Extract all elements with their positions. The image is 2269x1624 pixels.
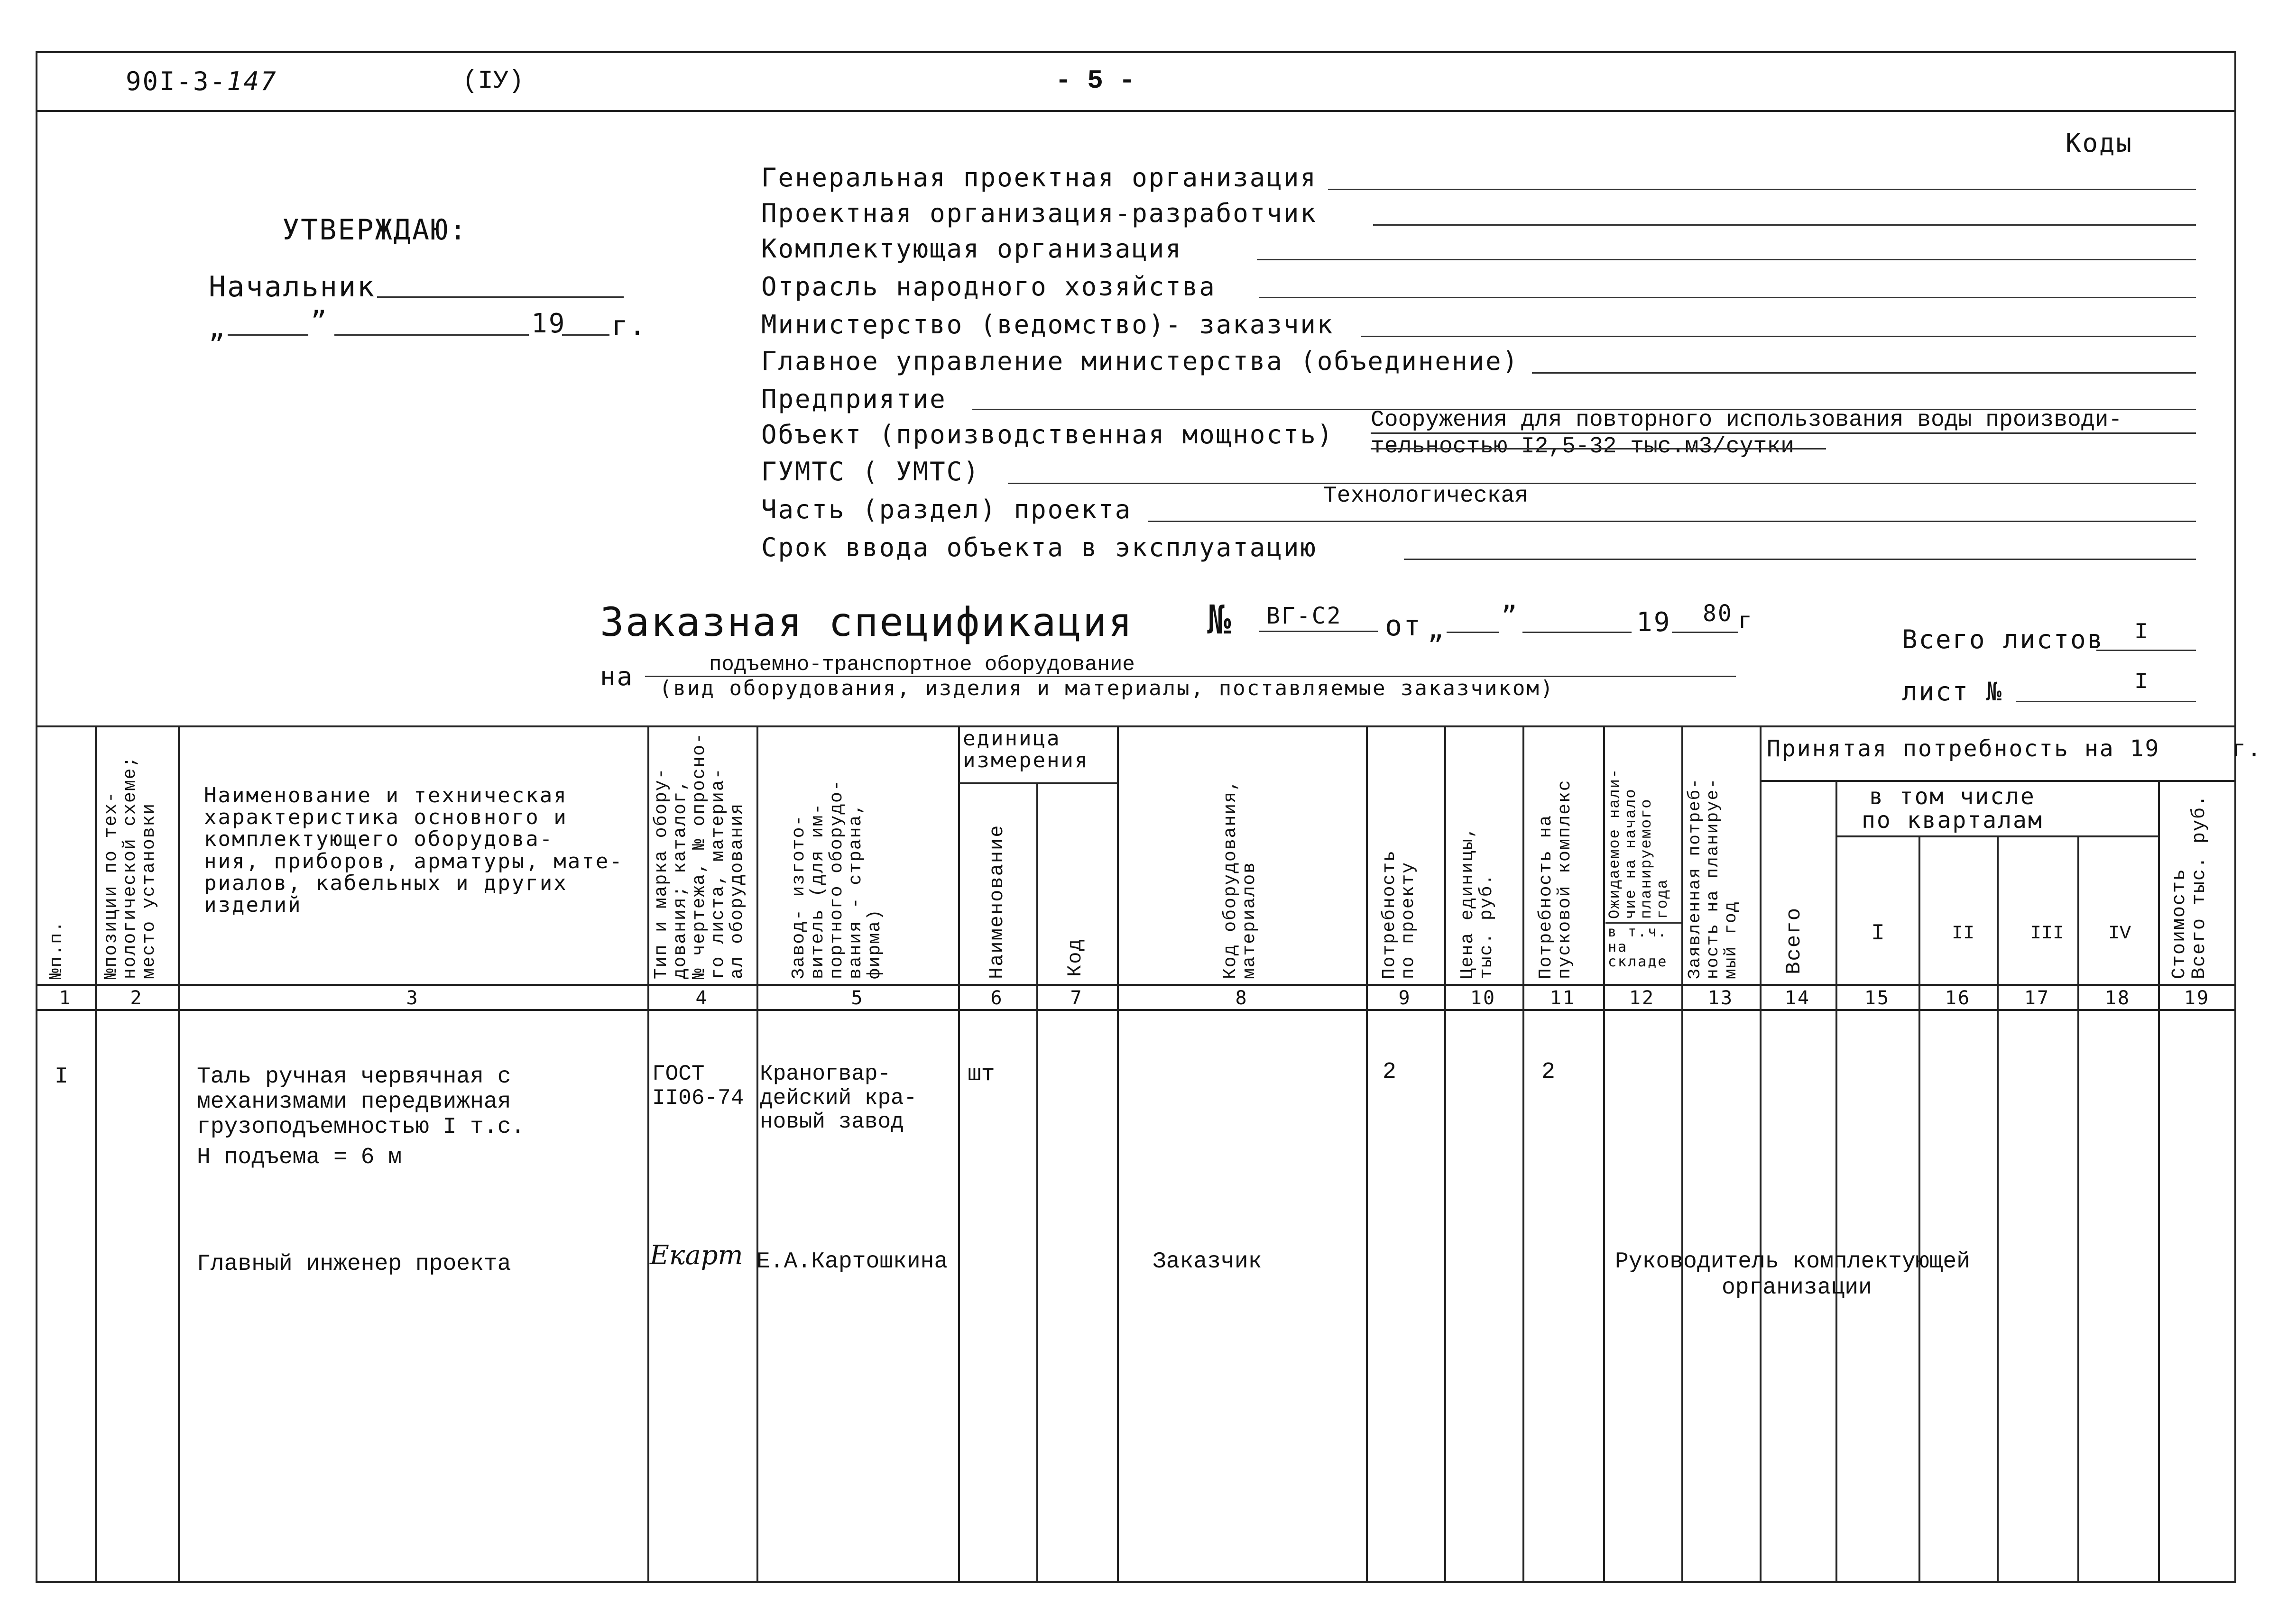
col-number: 18 — [2104, 987, 2131, 1009]
doc-code-number: 147 — [227, 66, 277, 96]
customer-label: Заказчик — [1153, 1249, 1262, 1275]
col-header-q3: III — [2030, 923, 2065, 945]
org-line-gumts — [1008, 483, 2196, 484]
org-field-branch: Отрасль народного хозяйства — [761, 272, 1216, 302]
date-day-line — [228, 334, 308, 336]
spec-for-value: подъемно-транспортное оборудование — [709, 653, 1135, 677]
spec-no-label: № — [1207, 596, 1233, 643]
col-sep-10 — [1522, 725, 1524, 1583]
row-item-lift: Н подъема = 6 м — [197, 1145, 402, 1170]
col-number: 7 — [1070, 987, 1083, 1009]
spec-no-line — [1259, 631, 1378, 632]
col-header-7: Код — [1064, 938, 1087, 977]
approval-year-prefix: 19 — [531, 308, 566, 339]
col-header-6: Наименование — [986, 824, 1008, 979]
org-field-general: Генеральная проектная организация — [761, 163, 1317, 193]
chief-engineer-name: Е.А.Картошкина — [756, 1249, 948, 1275]
col-sep-11 — [1603, 725, 1605, 1583]
col-header-q2: II — [1952, 923, 1975, 945]
col-sep-6 — [1036, 782, 1038, 1583]
col-header-4: Тип и марка обору- дования; каталог, № чертежа, № опросно- го листа, материа- ал оборудования — [651, 732, 747, 979]
complect-head-label: Руководитель комплектующей — [1615, 1249, 1970, 1275]
col-sep-13 — [1760, 725, 1762, 1583]
doc-volume: (IУ) — [462, 67, 524, 96]
col-sep-16 — [1997, 835, 1999, 1583]
approval-year-suffix: г. — [612, 311, 647, 341]
sheet-no-value: I — [2134, 670, 2148, 695]
spec-title: Заказная спецификация — [600, 599, 1134, 645]
col-sep-1 — [95, 725, 97, 1583]
approval-year-line — [562, 334, 609, 336]
chief-signature-line — [377, 296, 624, 298]
spec-for-label: на — [600, 661, 634, 691]
chief-engineer-signature: Екарт — [650, 1240, 743, 1271]
spec-year-prefix: 19 — [1636, 607, 1671, 638]
date-open-quote: „ — [209, 313, 226, 344]
row-item-name: Таль ручная червячная с механизмами передвижная грузоподъемностью I т.с. — [197, 1064, 525, 1140]
page-number: - 5 - — [1055, 65, 1135, 96]
col-number: 5 — [851, 987, 864, 1009]
col-number: 9 — [1398, 987, 1411, 1009]
row-item-type: ГОСТ II06-74 — [652, 1062, 744, 1110]
chief-label: Начальник — [209, 270, 376, 303]
col-number: 10 — [1470, 987, 1496, 1009]
unit-group-header: единица измерения — [963, 726, 1089, 773]
org-field-project-part: Часть (раздел) проекта — [761, 495, 1132, 524]
spec-no-value: ВГ-С2 — [1266, 603, 1342, 629]
table-colnum-bottom — [36, 1009, 2236, 1011]
quarters-group-header: в том числе по кварталам — [1862, 783, 2043, 834]
col-sep-18 — [2158, 780, 2160, 1583]
col-header-19: Стоимость Всего тыс. руб. — [2169, 794, 2210, 979]
spec-month-line — [1522, 632, 1632, 633]
spec-year-line — [1672, 632, 1738, 633]
org-field-ministry: Министерство (ведомство)- заказчик — [761, 310, 1334, 339]
org-field-commission-date: Срок ввода объекта в эксплуатацию — [761, 532, 1317, 562]
col-header-q4: IV — [2108, 923, 2131, 945]
col-sep-14 — [1835, 780, 1837, 1583]
org-field-object: Объект (производственная мощность) — [761, 420, 1334, 450]
col-number: 19 — [2184, 987, 2210, 1009]
object-value-line1: Сооружения для повторного использования воды производи- — [1371, 407, 2122, 433]
org-line-ministry — [1361, 336, 2196, 337]
codes-label: Коды — [2066, 128, 2133, 158]
sheet-no-label: лист № — [1902, 677, 2003, 706]
org-field-main-department: Главное управление министерства (объединение) — [761, 346, 1519, 376]
col-number: 1 — [59, 987, 72, 1009]
col-number: 13 — [1707, 987, 1734, 1009]
col-sep-9 — [1444, 725, 1446, 1583]
col-number: 8 — [1235, 987, 1248, 1009]
col-header-10: Цена единицы, тыс. руб. — [1457, 826, 1497, 979]
spec-quote-open: „ — [1428, 614, 1445, 645]
spec-year-suffix: г — [1738, 607, 1753, 634]
col-sep-15 — [1919, 835, 1920, 1583]
col-number: 15 — [1864, 987, 1891, 1009]
accepted-group-header — [1767, 737, 2262, 760]
col-sep-7 — [1117, 725, 1119, 1583]
col-sep-17 — [2077, 835, 2079, 1583]
complect-head-label-2: организации — [1722, 1275, 1872, 1301]
col-number: 17 — [2024, 987, 2050, 1009]
col-header-3: Наименование и техническая характеристика основного и комплектующего оборудова- ния, приборов, арматуры, мате- риалов, кабельных и других изделий — [204, 783, 624, 917]
project-part-value: Технологическая — [1323, 483, 1529, 509]
col-number: 6 — [990, 987, 1004, 1009]
chief-engineer-label: Главный инженер проекта — [197, 1251, 511, 1277]
header-divider — [36, 110, 2236, 112]
col-number: 14 — [1784, 987, 1811, 1009]
accepted-group-divider — [1760, 780, 2236, 782]
table-top-border — [36, 725, 2236, 727]
total-sheets-value: I — [2134, 620, 2148, 645]
row-number: I — [55, 1064, 68, 1090]
org-line-complect — [1257, 259, 2196, 260]
row-item-unit: шт — [968, 1062, 995, 1087]
doc-code-prefix: 90I-3- — [126, 66, 227, 96]
col-number: 2 — [130, 987, 143, 1009]
col-header-13: Заявленная потреб- ность на планируе- мый год — [1685, 778, 1741, 979]
table-header-bottom — [36, 984, 2236, 986]
org-line-commission-date — [1404, 559, 2196, 560]
col-sep-4 — [756, 725, 758, 1583]
total-sheets-label: Всего листов — [1902, 624, 2104, 654]
accepted-group-suffix: г. — [2232, 735, 2263, 762]
org-line-general — [1328, 189, 2196, 190]
col-number: 4 — [695, 987, 709, 1009]
col-header-12a: Ожидаемое нали- чие на начало планируемого года — [1606, 768, 1671, 919]
org-line-main-department — [1532, 372, 2196, 374]
col-header-1: №п.п. — [46, 920, 67, 979]
col-header-8: Код оборудования, материалов — [1220, 779, 1260, 979]
row-need-start: 2 — [1541, 1059, 1555, 1085]
row-item-maker: Краногвар- дейский кра- новый завод — [760, 1062, 917, 1135]
col-header-2: №позиции по тех- нологической схеме; место установки — [101, 755, 159, 979]
org-field-enterprise: Предприятие — [761, 384, 947, 414]
doc-code — [126, 66, 277, 96]
spec-day-line — [1447, 632, 1499, 633]
accepted-group-label: Принятая потребность на 19 — [1767, 735, 2160, 762]
col-header-11: Потребность на пусковой комплекс — [1536, 779, 1575, 979]
col-number: 12 — [1629, 987, 1655, 1009]
col-sep-12 — [1681, 725, 1683, 1583]
org-line-developer — [1373, 224, 2196, 226]
col-sep-8 — [1366, 725, 1368, 1583]
spec-from-label: от — [1385, 609, 1422, 642]
col-number: 3 — [406, 987, 419, 1009]
date-close-quote: ” — [311, 306, 328, 337]
spec-for-hint: (вид оборудования, изделия и материалы, поставляемые заказчиком) — [659, 676, 1555, 700]
row-need-project: 2 — [1383, 1059, 1396, 1085]
col-header-14: Всего — [1782, 907, 1806, 974]
col-header-9: Потребность по проекту — [1379, 850, 1419, 979]
object-strike-line — [1371, 448, 1826, 450]
org-line-project-part — [1148, 521, 2196, 522]
col-header-12b: в т.ч. на складе — [1608, 924, 1668, 970]
spec-quote-close: ” — [1501, 601, 1519, 632]
col-sep-3 — [647, 725, 649, 1583]
col-number: 11 — [1550, 987, 1576, 1009]
date-month-line — [334, 334, 529, 336]
org-field-developer: Проектная организация-разработчик — [761, 198, 1317, 228]
org-line-branch — [1259, 297, 2196, 298]
col-number: 16 — [1945, 987, 1971, 1009]
org-field-complect: Комплектующая организация — [761, 234, 1182, 264]
col-header-q1: I — [1871, 921, 1885, 946]
col-sep-5 — [958, 725, 960, 1583]
col-sep-2 — [178, 725, 180, 1583]
sheet-no-line — [2016, 701, 2196, 702]
spec-year-value: 80 — [1703, 600, 1733, 627]
col-header-5: Завод- изгото- витель (для им- портного оборудо- вания - страна, фирма) — [789, 779, 885, 979]
approval-title: УТВЕРЖДАЮ: — [282, 213, 468, 247]
total-sheets-line — [2096, 650, 2196, 651]
object-value-line2: тельностью I2,5-32 тыс.м3/сутки — [1371, 434, 1794, 459]
org-field-gumts: ГУМТС ( УМТС) — [761, 457, 980, 486]
